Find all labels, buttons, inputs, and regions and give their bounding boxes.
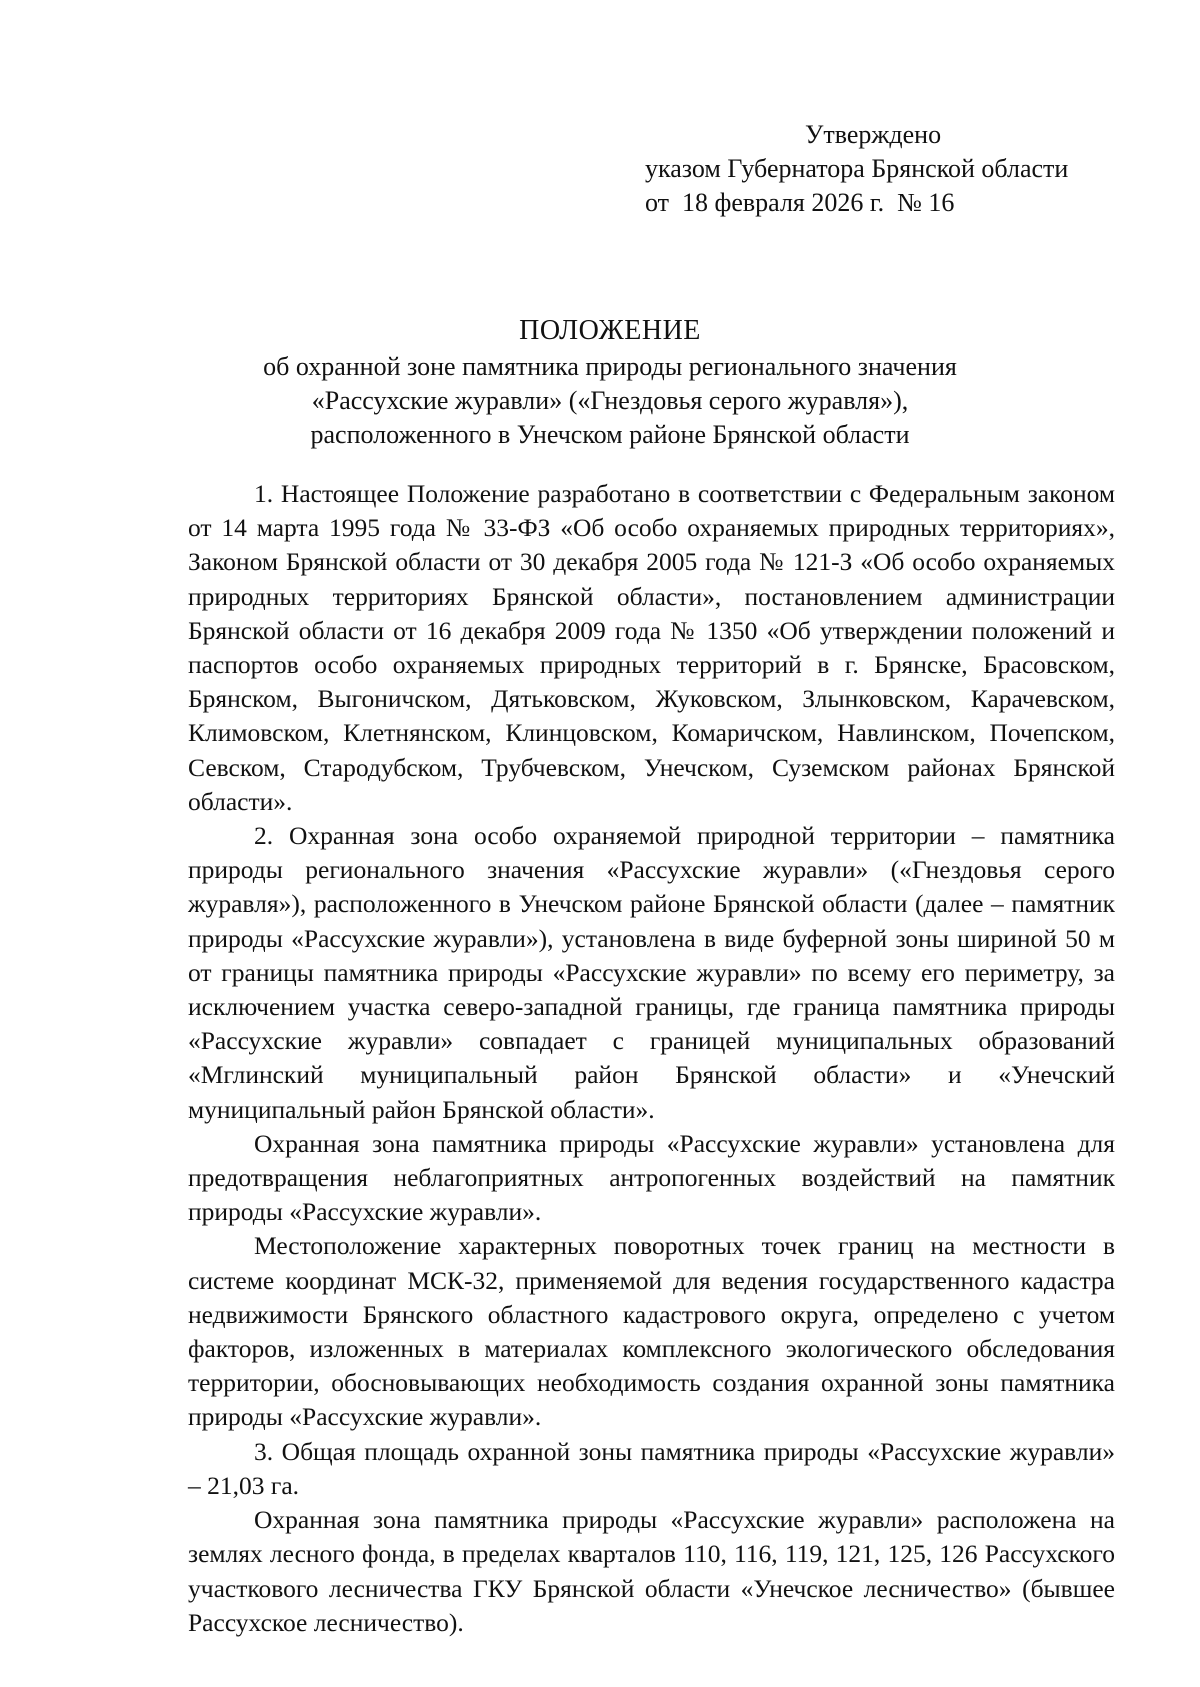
paragraph-2: 2. Охранная зона особо охраняемой природной территории – памятника природы регионального значения «Рассухские журавли» («Гнездовья серого журавля»), расположенного в Унечском районе Брянской области (далее – памятник природы «Рассухские журавли»), установлена в виде буферной зоны шириной 50 м от границы памятника природы «Рассухские журавли» по всему его периметру, за исключением участка северо-западной границы, где граница памятника природы «Рассухские журавли» совпадает с границей муниципальных образований «Мглинский муниципальный район Брянской области» и «Унечский муниципальный район Брянской области». [188,821,1115,1124]
document-subtitle-line-3: расположенного в Унечском районе Брянской области [310,420,910,449]
approval-date-number: от 18 февраля 2026 г. № 16 [645,188,955,217]
document-subtitle-line-2: «Рассухские журавли» («Гнездовья серого журавля»), [311,386,909,415]
approval-authority: указом Губернатора Брянской области [645,154,1069,183]
approval-stamp [645,118,1115,220]
paragraph-5: 3. Общая площадь охранной зоны памятника природы «Рассухские журавли» – 21,03 га. [188,1436,1115,1500]
paragraph-4: Местоположение характерных поворотных точек границ на местности в системе координат МСК-32, применяемой для ведения государственного кадастра недвижимости Брянского областного кадастрового округа, определено с учетом факторов, изложенных в материалах комплексного экологического обследования территории, обосновывающих необходимость создания охранной зоны памятника природы «Рассухские журавли». [188,1231,1115,1432]
paragraph-1: 1. Настоящее Положение разработано в соответствии с Федеральным законом от 14 марта 1995 года № 33-ФЗ «Об особо охраняемых природных территориях», Законом Брянской области от 30 декабря 2005 года № 121-З «Об особо охраняемых природных территориях Брянской области», постановлением администрации Брянской области от 16 декабря 2009 года № 1350 «Об утверждении положений и паспортов особо охраняемых природных территорий в г. Брянске, Брасовском, Брянском, Выгоничском, Дятьковском, Жуковском, Злынковском, Карачевском, Климовском, Клетнянском, Клинцовском, Комаричском, Навлинском, Почепском, Севском, Стародубском, Трубчевском, Унечском, Суземском районах Брянской области». [188,479,1115,816]
document-body [188,477,1115,1640]
document-title [150,314,1070,452]
paragraph-3: Охранная зона памятника природы «Рассухские журавли» установлена для предотвращения неблагоприятных антропогенных воздействий на памятник природы «Рассухские журавли». [188,1128,1115,1227]
approval-label: Утверждено [805,120,942,149]
document-heading: ПОЛОЖЕНИЕ [519,315,701,346]
paragraph-6: Охранная зона памятника природы «Рассухские журавли» расположена на землях лесного фонда, в пределах кварталов 110, 116, 119, 121, 125, 126 Рассухского участкового лесничества ГКУ Брянской области «Унечское лесничество» (бывшее Рассухское лесничество). [188,1505,1115,1637]
document-subtitle-line-1: об охранной зоне памятника природы регионального значения [263,352,957,381]
